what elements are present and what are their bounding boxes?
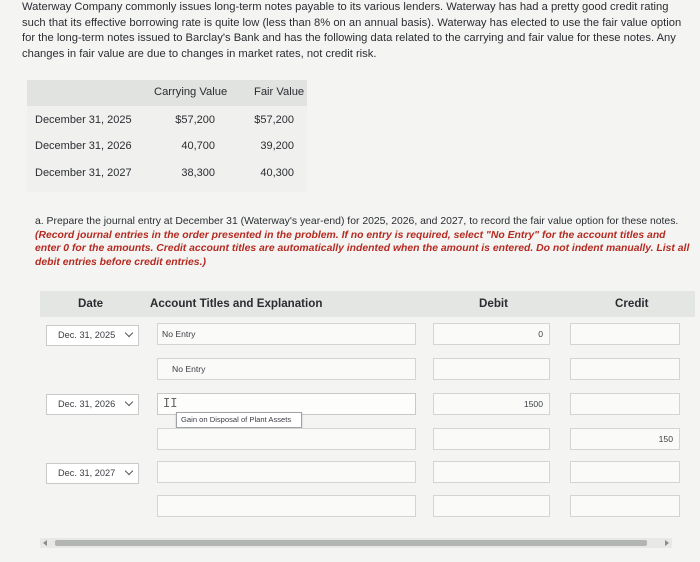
scroll-right-icon[interactable] (665, 540, 669, 546)
credit-input[interactable] (570, 323, 680, 345)
credit-input[interactable] (570, 461, 680, 483)
date-select-2027[interactable] (46, 463, 139, 484)
chevron-down-icon (125, 329, 133, 337)
instructions (35, 215, 690, 269)
credit-input[interactable]: 150 (570, 428, 680, 450)
fair-value-header: Fair Value (254, 86, 305, 98)
account-input[interactable] (157, 428, 416, 450)
scrollbar-thumb[interactable] (55, 540, 647, 546)
credit-input[interactable] (570, 358, 680, 380)
table-row-date: December 31, 2025 (35, 114, 132, 126)
carrying-value-header: Carrying Value (154, 86, 228, 98)
table-cell-carrying: 38,300 (181, 167, 215, 179)
table-cell-fair: $57,200 (254, 114, 294, 126)
instructions-emphasis: (Record journal entries in the order presented in the problem. If no entry is required, select "No Entry" for the account titles and enter 0 for the amounts. Credit account titles are automatically indented when the amount is entered. Do not indent manually. List all debit entries before credit entries.) (35, 229, 690, 268)
account-input[interactable]: No Entry (157, 358, 416, 380)
debit-input[interactable] (433, 495, 550, 517)
horizontal-scrollbar[interactable] (40, 538, 672, 548)
date-select-2025[interactable] (46, 325, 139, 346)
date-select-value: Dec. 31, 2027 (58, 468, 116, 478)
debit-input[interactable]: 0 (433, 323, 550, 345)
account-input[interactable] (157, 461, 416, 483)
table-cell-carrying: 40,700 (181, 140, 215, 152)
credit-input[interactable] (570, 495, 680, 517)
journal-header-band (40, 291, 695, 317)
problem-intro: Waterway Company commonly issues long-term notes payable to its various lenders. Waterway has had a pretty good credit rating such that its effective borrowing rate is quite low (less than 8% on an annual basis). Waterway has elected to use the fair value option for the long-term notes issued to Barclay's Bank and has the following data related to the carrying and fair value for these notes. Any changes in fair value are due to changes in market rates, not credit risk. (22, 1, 682, 60)
table-cell-fair: 40,300 (260, 167, 294, 179)
debit-input[interactable] (433, 428, 550, 450)
account-input[interactable] (157, 495, 416, 517)
chevron-down-icon (125, 467, 133, 475)
journal-date-header: Date (78, 297, 104, 310)
debit-input[interactable]: 1500 (433, 393, 550, 415)
table-cell-fair: 39,200 (260, 140, 294, 152)
journal-debit-header: Debit (479, 297, 508, 310)
debit-input[interactable] (433, 461, 550, 483)
journal-account-header: Account Titles and Explanation (150, 297, 323, 310)
carrying-fair-value-table (27, 80, 307, 192)
table-row-date: December 31, 2026 (35, 140, 132, 152)
journal-credit-header: Credit (615, 297, 649, 310)
instructions-text: a. Prepare the journal entry at December 31 (Waterway's year-end) for 2025, 2026, and 2027, to record the fair value option for these notes. (35, 216, 679, 227)
table-cell-carrying: $57,200 (175, 114, 215, 126)
text-cursor: II (163, 396, 178, 410)
date-select-2026[interactable] (46, 394, 139, 415)
account-input[interactable]: No Entry (157, 323, 416, 345)
account-suggestion-dropdown[interactable]: Gain on Disposal of Plant Assets (176, 412, 302, 428)
credit-input[interactable] (570, 393, 680, 415)
table-row-date: December 31, 2027 (35, 167, 132, 179)
chevron-down-icon (125, 398, 133, 406)
debit-input[interactable] (433, 358, 550, 380)
date-select-value: Dec. 31, 2026 (58, 399, 116, 409)
date-select-value: Dec. 31, 2025 (58, 330, 116, 340)
scroll-left-icon[interactable] (43, 540, 47, 546)
